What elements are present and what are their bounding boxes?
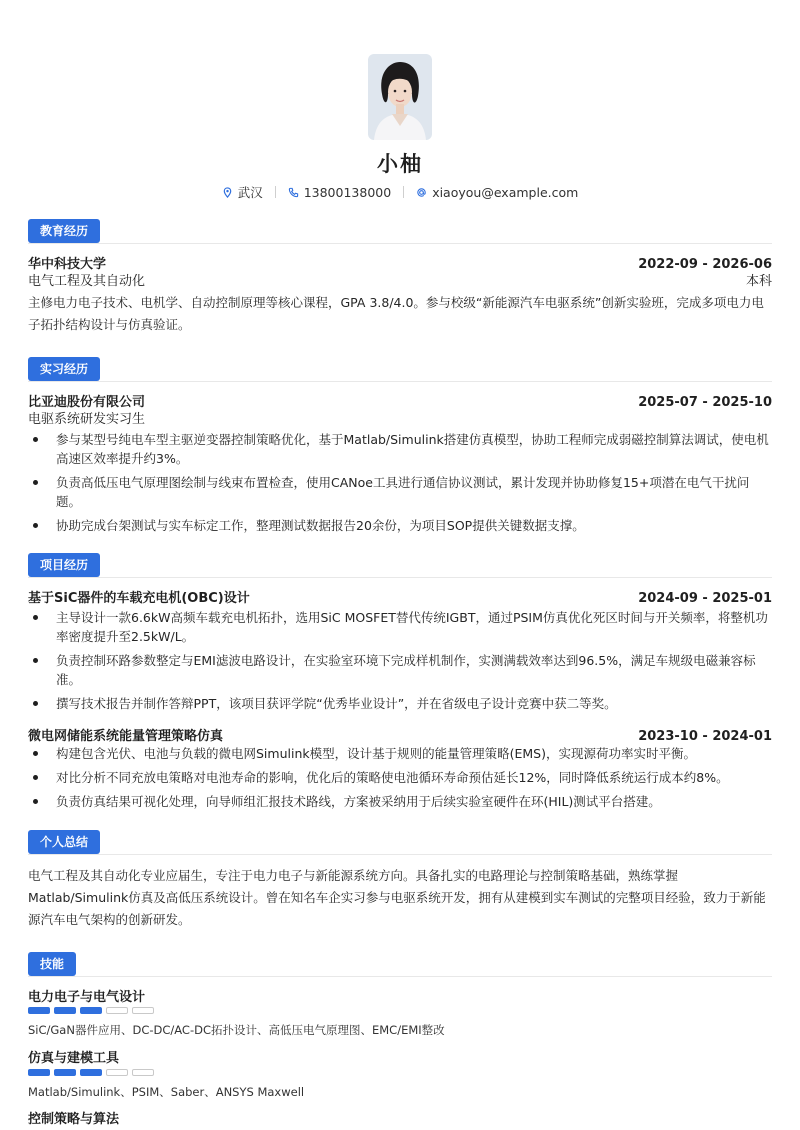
list-item: 参与某型号纯电车型主驱逆变器控制策略优化，基于Matlab/Simulink搭建仿真模型，协助工程师完成弱磁控制算法调试，使电机高速区效率提升约3%。 <box>28 430 772 468</box>
contact-phone[interactable] <box>276 185 403 200</box>
education-sub-row <box>28 270 772 289</box>
portrait-photo-icon <box>368 54 432 140</box>
section-title-skills: 技能 <box>28 952 76 976</box>
skill-name: 电力电子与电气设计 <box>28 990 146 1005</box>
school-name: 华中科技大学 <box>28 257 107 272</box>
contact-bar <box>28 183 772 201</box>
major: 电气工程及其自动化 <box>28 274 146 289</box>
at-sign-icon <box>416 187 427 198</box>
section-title-projects: 项目经历 <box>28 553 100 577</box>
location-pin-icon <box>222 187 233 198</box>
skill-level-segment <box>28 1007 50 1014</box>
internship-role-row <box>28 408 772 427</box>
list-item: 构建包含光伏、电池与负载的微电网Simulink模型，设计基于规则的能量管理策略(EMS)，实现源荷功率实时平衡。 <box>28 744 772 763</box>
skill-level-segment <box>54 1069 76 1076</box>
section-divider <box>28 381 772 382</box>
internship-bullets <box>28 430 772 540</box>
education-description: 主修电力电子技术、电机学、自动控制原理等核心课程，GPA 3.8/4.0。参与校级“新能源汽车电驱系统”创新实验班，完成多项电力电子拓扑结构设计与仿真验证。 <box>28 295 764 332</box>
project-date: 2024-09 - 2025-01 <box>638 591 772 606</box>
list-item: 负责控制环路参数整定与EMI滤波电路设计，在实验室环境下完成样机制作，实测满载效率达到96.5%，满足车规级电磁兼容标准。 <box>28 651 772 689</box>
skill-level-segment <box>132 1069 154 1076</box>
project-header-row <box>28 725 772 744</box>
contact-email[interactable] <box>404 185 590 200</box>
avatar <box>368 54 432 140</box>
contact-location <box>210 183 275 201</box>
email-text: xiaoyou@example.com <box>432 184 579 200</box>
skill-description: Matlab/Simulink、PSIM、Saber、ANSYS Maxwell <box>28 1085 305 1099</box>
phone-icon <box>288 187 299 198</box>
section-divider <box>28 577 772 578</box>
phone-text: 13800138000 <box>303 184 392 200</box>
skill-level-segment <box>132 1007 154 1014</box>
location-text: 武汉 <box>237 185 263 200</box>
skill-level-segment <box>28 1069 50 1076</box>
project-bullets <box>28 608 772 718</box>
list-item: 协助完成台架测试与实车标定工作，整理测试数据报告20余份，为项目SOP提供关键数据支撑。 <box>28 516 772 535</box>
project-header-row <box>28 587 772 606</box>
skill-level-segment <box>106 1069 128 1076</box>
section-divider <box>28 976 772 977</box>
project-name: 基于SiC器件的车载充电机(OBC)设计 <box>28 591 250 606</box>
skill-level-bar <box>28 1069 154 1076</box>
skill-level-segment <box>80 1007 102 1014</box>
skill-level-segment <box>54 1007 76 1014</box>
skill-name: 仿真与建模工具 <box>28 1051 120 1066</box>
list-item: 主导设计一款6.6kW高频车载充电机拓扑，选用SiC MOSFET替代传统IGBT，通过PSIM仿真优化死区时间与开关频率，将整机功率密度提升至2.5kW/L。 <box>28 608 772 646</box>
project-bullets <box>28 744 772 816</box>
project-date: 2023-10 - 2024-01 <box>638 729 772 744</box>
degree: 本科 <box>745 274 772 289</box>
education-date: 2022-09 - 2026-06 <box>638 257 772 272</box>
section-divider <box>28 243 772 244</box>
company-name: 比亚迪股份有限公司 <box>28 395 146 410</box>
section-divider <box>28 854 772 855</box>
skill-level-segment <box>80 1069 102 1076</box>
section-title-summary: 个人总结 <box>28 830 100 854</box>
section-title-internship: 实习经历 <box>28 357 100 381</box>
list-item: 撰写技术报告并制作答辩PPT，该项目获评学院“优秀毕业设计”，并在省级电子设计竞赛中获二等奖。 <box>28 694 772 713</box>
list-item: 对比分析不同充放电策略对电池寿命的影响，优化后的策略使电池循环寿命预估延长12%，同时降低系统运行成本约8%。 <box>28 768 772 787</box>
skill-name: 控制策略与算法 <box>28 1112 120 1127</box>
internship-date: 2025-07 - 2025-10 <box>638 395 772 410</box>
summary-text: 电气工程及其自动化专业应届生，专注于电力电子与新能源系统方向。具备扎实的电路理论与控制策略基础，熟练掌握Matlab/Simulink仿真及高低压系统设计。曾在知名车企实习参与电驱系统开发，拥有从建模到实车测试的完整项目经验，致力于新能源汽车电气架构的创新研发。 <box>28 868 766 927</box>
list-item: 负责高低压电气原理图绘制与线束布置检查，使用CANoe工具进行通信协议测试，累计发现并协助修复15+项潜在电气干扰问题。 <box>28 473 772 511</box>
list-item: 负责仿真结果可视化处理，向导师组汇报技术路线，方案被采纳用于后续实验室硬件在环(HIL)测试平台搭建。 <box>28 792 772 811</box>
internship-role: 电驱系统研发实习生 <box>28 412 146 427</box>
project-name: 微电网储能系统能量管理策略仿真 <box>28 729 224 744</box>
skill-level-segment <box>106 1007 128 1014</box>
candidate-name: 小柚 <box>377 152 423 176</box>
section-title-education: 教育经历 <box>28 219 100 243</box>
skill-description: SiC/GaN器件应用、DC-DC/AC-DC拓扑设计、高低压电气原理图、EMC/EMI整改 <box>28 1023 445 1037</box>
skill-level-bar <box>28 1007 154 1014</box>
